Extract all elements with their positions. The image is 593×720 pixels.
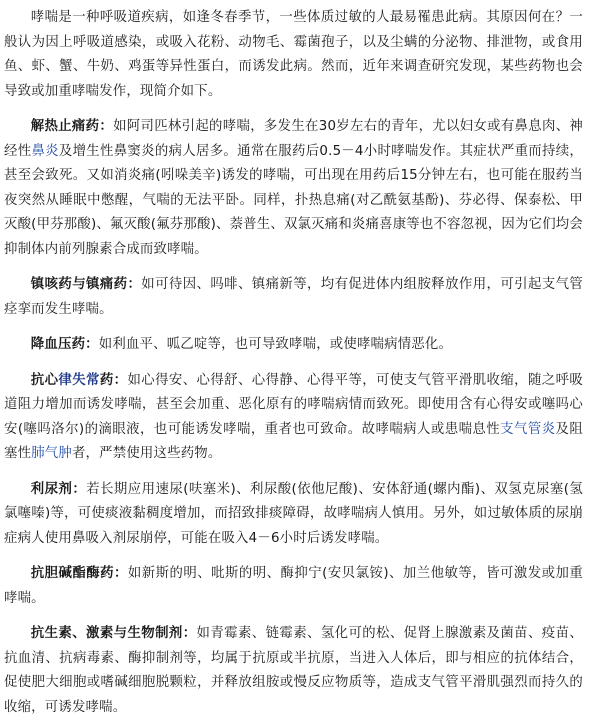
link-rhinitis[interactable]: 鼻炎 — [31, 143, 59, 159]
section-antipyretic-analgesics — [4, 115, 583, 262]
section-diuretics — [4, 478, 583, 552]
section-text: 及增生性鼻窦炎的病人居多。通常在服药后0.5－4小时哮喘发作。其症状严重而持续，甚至会致死。又如消炎痛(吲哚美辛)诱发的哮喘，可出现在用药后15分钟左右，也可能在服药当夜突然从睡眠中憋醒，气喘的无法平卧。同样，扑热息痛(对乙酰氨基酚)、芬必得、保泰松、甲灭酸(甲芬那酸)、氟灭酸(氟芬那酸)、萘普生、双氯灭痛和炎痛喜康等也不容忽视，因为它们均会抑制体内前列腺素合成而致哮喘。 — [4, 143, 584, 257]
section-text: 及阻塞性 — [4, 421, 583, 461]
section-text: 如心得安、心得舒、心得静、心得平等，可使支气管平滑肌收缩，随之呼吸道阻力增加而诱发哮喘，甚至会加重、恶化原有的哮喘病情而致死。即使用含有心得安或噻吗心安(噻吗洛尔)的滴眼液，也可能诱发哮喘，重者也可致命。故哮喘病人或患喘息性 — [4, 372, 583, 437]
section-antihypertensive — [4, 333, 583, 358]
intro-paragraph — [4, 6, 583, 104]
section-antibiotics-hormones-biologics — [4, 622, 583, 720]
section-text: 如阿司匹林引起的哮喘，多发生在30岁左右的青年，尤以妇女或有鼻息肉、神经性 — [4, 119, 583, 159]
section-text: 如新斯的明、吡斯的明、酶抑宁(安贝氯铵)、加兰他敏等，皆可激发或加重哮喘。 — [4, 566, 584, 606]
link-emphysema[interactable]: 肺气肿 — [31, 446, 72, 461]
section-heading: 降血压药： — [30, 337, 99, 352]
section-text: 若长期应用速尿(呋塞米)、利尿酸(依他尼酸)、安体舒通(螺内酯)、双氢克尿塞(氢氯噻嗪)等，可使痰液黏稠度增加，而招致排痰障碍，故哮喘病人慎用。另外，如过敏体质的尿崩症病人使用鼻吸入剂尿崩停，可能在吸入4－6小时后诱发哮喘。 — [4, 481, 583, 546]
section-antitussive-analgesic — [4, 273, 583, 322]
section-heading: 利尿剂： — [30, 481, 87, 497]
intro-text: 哮喘是一种呼吸道疾病，如逢冬春季节，一些体质过敏的人最易罹患此病。其原因何在？一般认为因上呼吸道感染，或吸入花粉、动物毛、霉菌孢子，以及尘螨的分泌物、排泄物，或食用鱼、虾、蟹、牛奶、鸡蛋等异性蛋白，而诱发此病。然而，近年来调查研究发现，某些药物也会导致或加重哮喘发作，现简介如下。 — [4, 10, 583, 99]
link-bronchitis[interactable]: 支气管炎 — [500, 421, 556, 437]
section-heading: 抗生素、激素与生物制剂： — [30, 626, 197, 641]
section-anticholinesterase — [4, 562, 583, 611]
section-text: 者，严禁使用这些药物。 — [71, 446, 222, 461]
section-heading-part: 抗心 — [30, 372, 59, 388]
section-heading: 镇咳药与镇痛药： — [30, 277, 142, 292]
section-text: 如可待因、吗啡、镇痛新等，均有促进体内组胺释放作用，可引起支气管痉挛而发生哮喘。 — [4, 277, 583, 317]
section-text: 如利血平、呱乙啶等，也可导致哮喘，或使哮喘病情恶化。 — [98, 337, 453, 352]
section-heading-part: 药： — [99, 372, 128, 388]
link-arrhythmia[interactable]: 律失常 — [58, 372, 100, 388]
section-text: 如青霉素、链霉素、氢化可的松、促肾上腺激素及菌苗、疫苗、抗血清、抗病毒素、酶抑制剂等，均属于抗原或半抗原，当进入人体后，即与相应的抗体结合，促使肥大细胞或嗜碱细胞脱颗粒，并释放组胺或慢反应物质等，造成支气管平滑肌强烈而持久的收缩，可诱发哮喘。 — [4, 626, 583, 715]
section-antiarrhythmic — [4, 369, 583, 467]
section-heading: 抗胆碱酯酶药： — [30, 566, 128, 581]
section-heading: 解热止痛药： — [30, 119, 114, 134]
